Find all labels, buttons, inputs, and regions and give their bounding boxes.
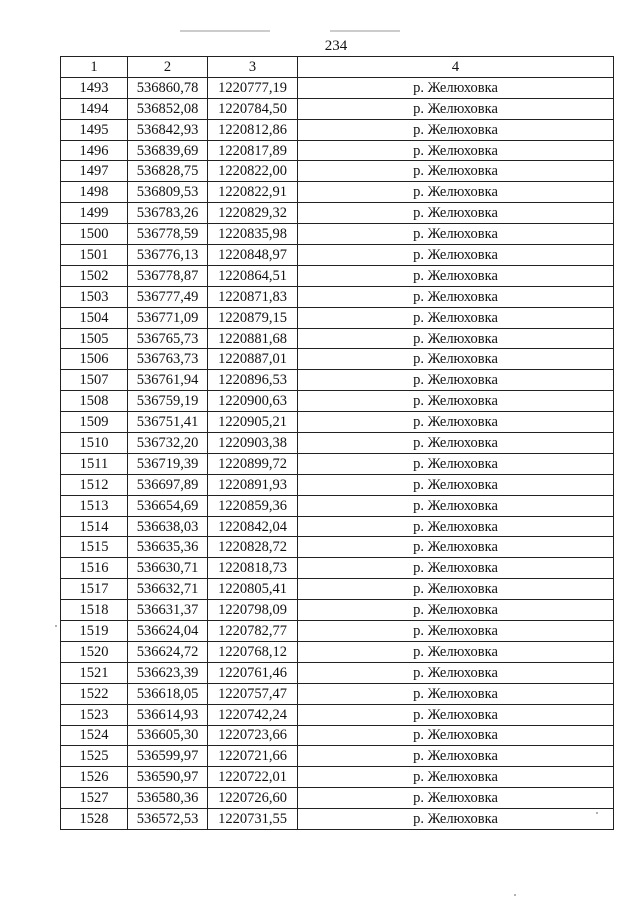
point-number-cell: 1501 [61, 245, 128, 266]
scan-smudge [180, 30, 270, 32]
x-coordinate-cell: 536777,49 [128, 286, 208, 307]
x-coordinate-cell: 536860,78 [128, 77, 208, 98]
table-row [61, 245, 614, 266]
x-coordinate-cell: 536763,73 [128, 349, 208, 370]
description-cell: р. Желюховка [298, 182, 614, 203]
y-coordinate-cell: 1220768,12 [208, 641, 298, 662]
table-row [61, 203, 614, 224]
point-number-cell: 1506 [61, 349, 128, 370]
table-row [61, 641, 614, 662]
x-coordinate-cell: 536624,04 [128, 621, 208, 642]
x-coordinate-cell: 536697,89 [128, 474, 208, 495]
point-number-cell: 1500 [61, 224, 128, 245]
scan-smudge [330, 30, 400, 32]
table-row [61, 370, 614, 391]
point-number-cell: 1499 [61, 203, 128, 224]
y-coordinate-cell: 1220822,00 [208, 161, 298, 182]
point-number-cell: 1516 [61, 558, 128, 579]
point-number-cell: 1498 [61, 182, 128, 203]
description-cell: р. Желюховка [298, 349, 614, 370]
point-number-cell: 1510 [61, 433, 128, 454]
point-number-cell: 1518 [61, 600, 128, 621]
point-number-cell: 1496 [61, 140, 128, 161]
point-number-cell: 1512 [61, 474, 128, 495]
point-number-cell: 1495 [61, 119, 128, 140]
table-row [61, 767, 614, 788]
description-cell: р. Желюховка [298, 307, 614, 328]
point-number-cell: 1526 [61, 767, 128, 788]
point-number-cell: 1504 [61, 307, 128, 328]
description-cell: р. Желюховка [298, 662, 614, 683]
x-coordinate-cell: 536783,26 [128, 203, 208, 224]
table-row [61, 746, 614, 767]
point-number-cell: 1507 [61, 370, 128, 391]
x-coordinate-cell: 536719,39 [128, 453, 208, 474]
x-coordinate-cell: 536572,53 [128, 809, 208, 830]
y-coordinate-cell: 1220805,41 [208, 579, 298, 600]
description-cell: р. Желюховка [298, 579, 614, 600]
description-cell: р. Желюховка [298, 746, 614, 767]
y-coordinate-cell: 1220859,36 [208, 495, 298, 516]
description-cell: р. Желюховка [298, 537, 614, 558]
y-coordinate-cell: 1220896,53 [208, 370, 298, 391]
table-row [61, 307, 614, 328]
x-coordinate-cell: 536618,05 [128, 683, 208, 704]
x-coordinate-cell: 536624,72 [128, 641, 208, 662]
description-cell: р. Желюховка [298, 328, 614, 349]
description-cell: р. Желюховка [298, 161, 614, 182]
y-coordinate-cell: 1220777,19 [208, 77, 298, 98]
point-number-cell: 1527 [61, 788, 128, 809]
y-coordinate-cell: 1220726,60 [208, 788, 298, 809]
x-coordinate-cell: 536842,93 [128, 119, 208, 140]
x-coordinate-cell: 536778,59 [128, 224, 208, 245]
table-row [61, 265, 614, 286]
description-cell: р. Желюховка [298, 809, 614, 830]
x-coordinate-cell: 536761,94 [128, 370, 208, 391]
table-row [61, 224, 614, 245]
x-coordinate-cell: 536839,69 [128, 140, 208, 161]
description-cell: р. Желюховка [298, 391, 614, 412]
description-cell: р. Желюховка [298, 474, 614, 495]
y-coordinate-cell: 1220812,86 [208, 119, 298, 140]
table-row [61, 704, 614, 725]
table-row [61, 453, 614, 474]
description-cell: р. Желюховка [298, 767, 614, 788]
description-cell: р. Желюховка [298, 245, 614, 266]
y-coordinate-cell: 1220731,55 [208, 809, 298, 830]
x-coordinate-cell: 536632,71 [128, 579, 208, 600]
y-coordinate-cell: 1220881,68 [208, 328, 298, 349]
point-number-cell: 1503 [61, 286, 128, 307]
y-coordinate-cell: 1220842,04 [208, 516, 298, 537]
column-header: 4 [298, 57, 614, 78]
column-header: 1 [61, 57, 128, 78]
table-row [61, 119, 614, 140]
y-coordinate-cell: 1220900,63 [208, 391, 298, 412]
page-number: 234 [324, 38, 348, 54]
y-coordinate-cell: 1220887,01 [208, 349, 298, 370]
y-coordinate-cell: 1220757,47 [208, 683, 298, 704]
table-row [61, 182, 614, 203]
table-body [61, 77, 614, 829]
table-row [61, 537, 614, 558]
table-row [61, 412, 614, 433]
description-cell: р. Желюховка [298, 558, 614, 579]
x-coordinate-cell: 536638,03 [128, 516, 208, 537]
x-coordinate-cell: 536732,20 [128, 433, 208, 454]
description-cell: р. Желюховка [298, 516, 614, 537]
point-number-cell: 1528 [61, 809, 128, 830]
y-coordinate-cell: 1220891,93 [208, 474, 298, 495]
x-coordinate-cell: 536778,87 [128, 265, 208, 286]
x-coordinate-cell: 536630,71 [128, 558, 208, 579]
table-row [61, 600, 614, 621]
x-coordinate-cell: 536635,36 [128, 537, 208, 558]
y-coordinate-cell: 1220817,89 [208, 140, 298, 161]
description-cell: р. Желюховка [298, 495, 614, 516]
x-coordinate-cell: 536809,53 [128, 182, 208, 203]
table-row [61, 788, 614, 809]
y-coordinate-cell: 1220742,24 [208, 704, 298, 725]
y-coordinate-cell: 1220721,66 [208, 746, 298, 767]
table-row [61, 725, 614, 746]
x-coordinate-cell: 536751,41 [128, 412, 208, 433]
y-coordinate-cell: 1220784,50 [208, 98, 298, 119]
point-number-cell: 1513 [61, 495, 128, 516]
table-row [61, 328, 614, 349]
scan-speck [596, 812, 598, 814]
scan-speck [514, 894, 516, 896]
description-cell: р. Желюховка [298, 788, 614, 809]
description-cell: р. Желюховка [298, 140, 614, 161]
y-coordinate-cell: 1220818,73 [208, 558, 298, 579]
table-row [61, 140, 614, 161]
x-coordinate-cell: 536852,08 [128, 98, 208, 119]
table-row [61, 809, 614, 830]
point-number-cell: 1509 [61, 412, 128, 433]
y-coordinate-cell: 1220848,97 [208, 245, 298, 266]
y-coordinate-cell: 1220905,21 [208, 412, 298, 433]
y-coordinate-cell: 1220722,01 [208, 767, 298, 788]
description-cell: р. Желюховка [298, 704, 614, 725]
point-number-cell: 1505 [61, 328, 128, 349]
table-row [61, 349, 614, 370]
point-number-cell: 1514 [61, 516, 128, 537]
scan-speck [55, 625, 57, 627]
table-row [61, 77, 614, 98]
point-number-cell: 1517 [61, 579, 128, 600]
x-coordinate-cell: 536765,73 [128, 328, 208, 349]
x-coordinate-cell: 536623,39 [128, 662, 208, 683]
description-cell: р. Желюховка [298, 265, 614, 286]
y-coordinate-cell: 1220782,77 [208, 621, 298, 642]
table-row [61, 286, 614, 307]
y-coordinate-cell: 1220871,83 [208, 286, 298, 307]
y-coordinate-cell: 1220761,46 [208, 662, 298, 683]
point-number-cell: 1519 [61, 621, 128, 642]
table-row [61, 621, 614, 642]
point-number-cell: 1497 [61, 161, 128, 182]
y-coordinate-cell: 1220723,66 [208, 725, 298, 746]
point-number-cell: 1521 [61, 662, 128, 683]
y-coordinate-cell: 1220899,72 [208, 453, 298, 474]
description-cell: р. Желюховка [298, 203, 614, 224]
x-coordinate-cell: 536599,97 [128, 746, 208, 767]
table-row [61, 474, 614, 495]
table-row [61, 516, 614, 537]
description-cell: р. Желюховка [298, 433, 614, 454]
y-coordinate-cell: 1220903,38 [208, 433, 298, 454]
description-cell: р. Желюховка [298, 725, 614, 746]
x-coordinate-cell: 536605,30 [128, 725, 208, 746]
point-number-cell: 1508 [61, 391, 128, 412]
description-cell: р. Желюховка [298, 683, 614, 704]
point-number-cell: 1524 [61, 725, 128, 746]
x-coordinate-cell: 536614,93 [128, 704, 208, 725]
y-coordinate-cell: 1220879,15 [208, 307, 298, 328]
point-number-cell: 1523 [61, 704, 128, 725]
description-cell: р. Желюховка [298, 621, 614, 642]
x-coordinate-cell: 536654,69 [128, 495, 208, 516]
x-coordinate-cell: 536828,75 [128, 161, 208, 182]
y-coordinate-cell: 1220829,32 [208, 203, 298, 224]
description-cell: р. Желюховка [298, 600, 614, 621]
x-coordinate-cell: 536759,19 [128, 391, 208, 412]
point-number-cell: 1511 [61, 453, 128, 474]
x-coordinate-cell: 536771,09 [128, 307, 208, 328]
description-cell: р. Желюховка [298, 286, 614, 307]
description-cell: р. Желюховка [298, 98, 614, 119]
description-cell: р. Желюховка [298, 77, 614, 98]
point-number-cell: 1522 [61, 683, 128, 704]
description-cell: р. Желюховка [298, 412, 614, 433]
table-row [61, 495, 614, 516]
table-row [61, 391, 614, 412]
y-coordinate-cell: 1220822,91 [208, 182, 298, 203]
x-coordinate-cell: 536631,37 [128, 600, 208, 621]
point-number-cell: 1502 [61, 265, 128, 286]
coordinates-table [60, 56, 614, 830]
point-number-cell: 1493 [61, 77, 128, 98]
description-cell: р. Желюховка [298, 224, 614, 245]
table-row [61, 662, 614, 683]
point-number-cell: 1520 [61, 641, 128, 662]
table-row [61, 433, 614, 454]
point-number-cell: 1494 [61, 98, 128, 119]
x-coordinate-cell: 536580,36 [128, 788, 208, 809]
table-header-row [61, 57, 614, 78]
y-coordinate-cell: 1220798,09 [208, 600, 298, 621]
column-header: 3 [208, 57, 298, 78]
table-row [61, 683, 614, 704]
description-cell: р. Желюховка [298, 453, 614, 474]
column-header: 2 [128, 57, 208, 78]
table-row [61, 558, 614, 579]
y-coordinate-cell: 1220864,51 [208, 265, 298, 286]
table-row [61, 579, 614, 600]
point-number-cell: 1525 [61, 746, 128, 767]
table-row [61, 98, 614, 119]
y-coordinate-cell: 1220835,98 [208, 224, 298, 245]
x-coordinate-cell: 536590,97 [128, 767, 208, 788]
description-cell: р. Желюховка [298, 370, 614, 391]
y-coordinate-cell: 1220828,72 [208, 537, 298, 558]
x-coordinate-cell: 536776,13 [128, 245, 208, 266]
table-row [61, 161, 614, 182]
point-number-cell: 1515 [61, 537, 128, 558]
description-cell: р. Желюховка [298, 119, 614, 140]
description-cell: р. Желюховка [298, 641, 614, 662]
